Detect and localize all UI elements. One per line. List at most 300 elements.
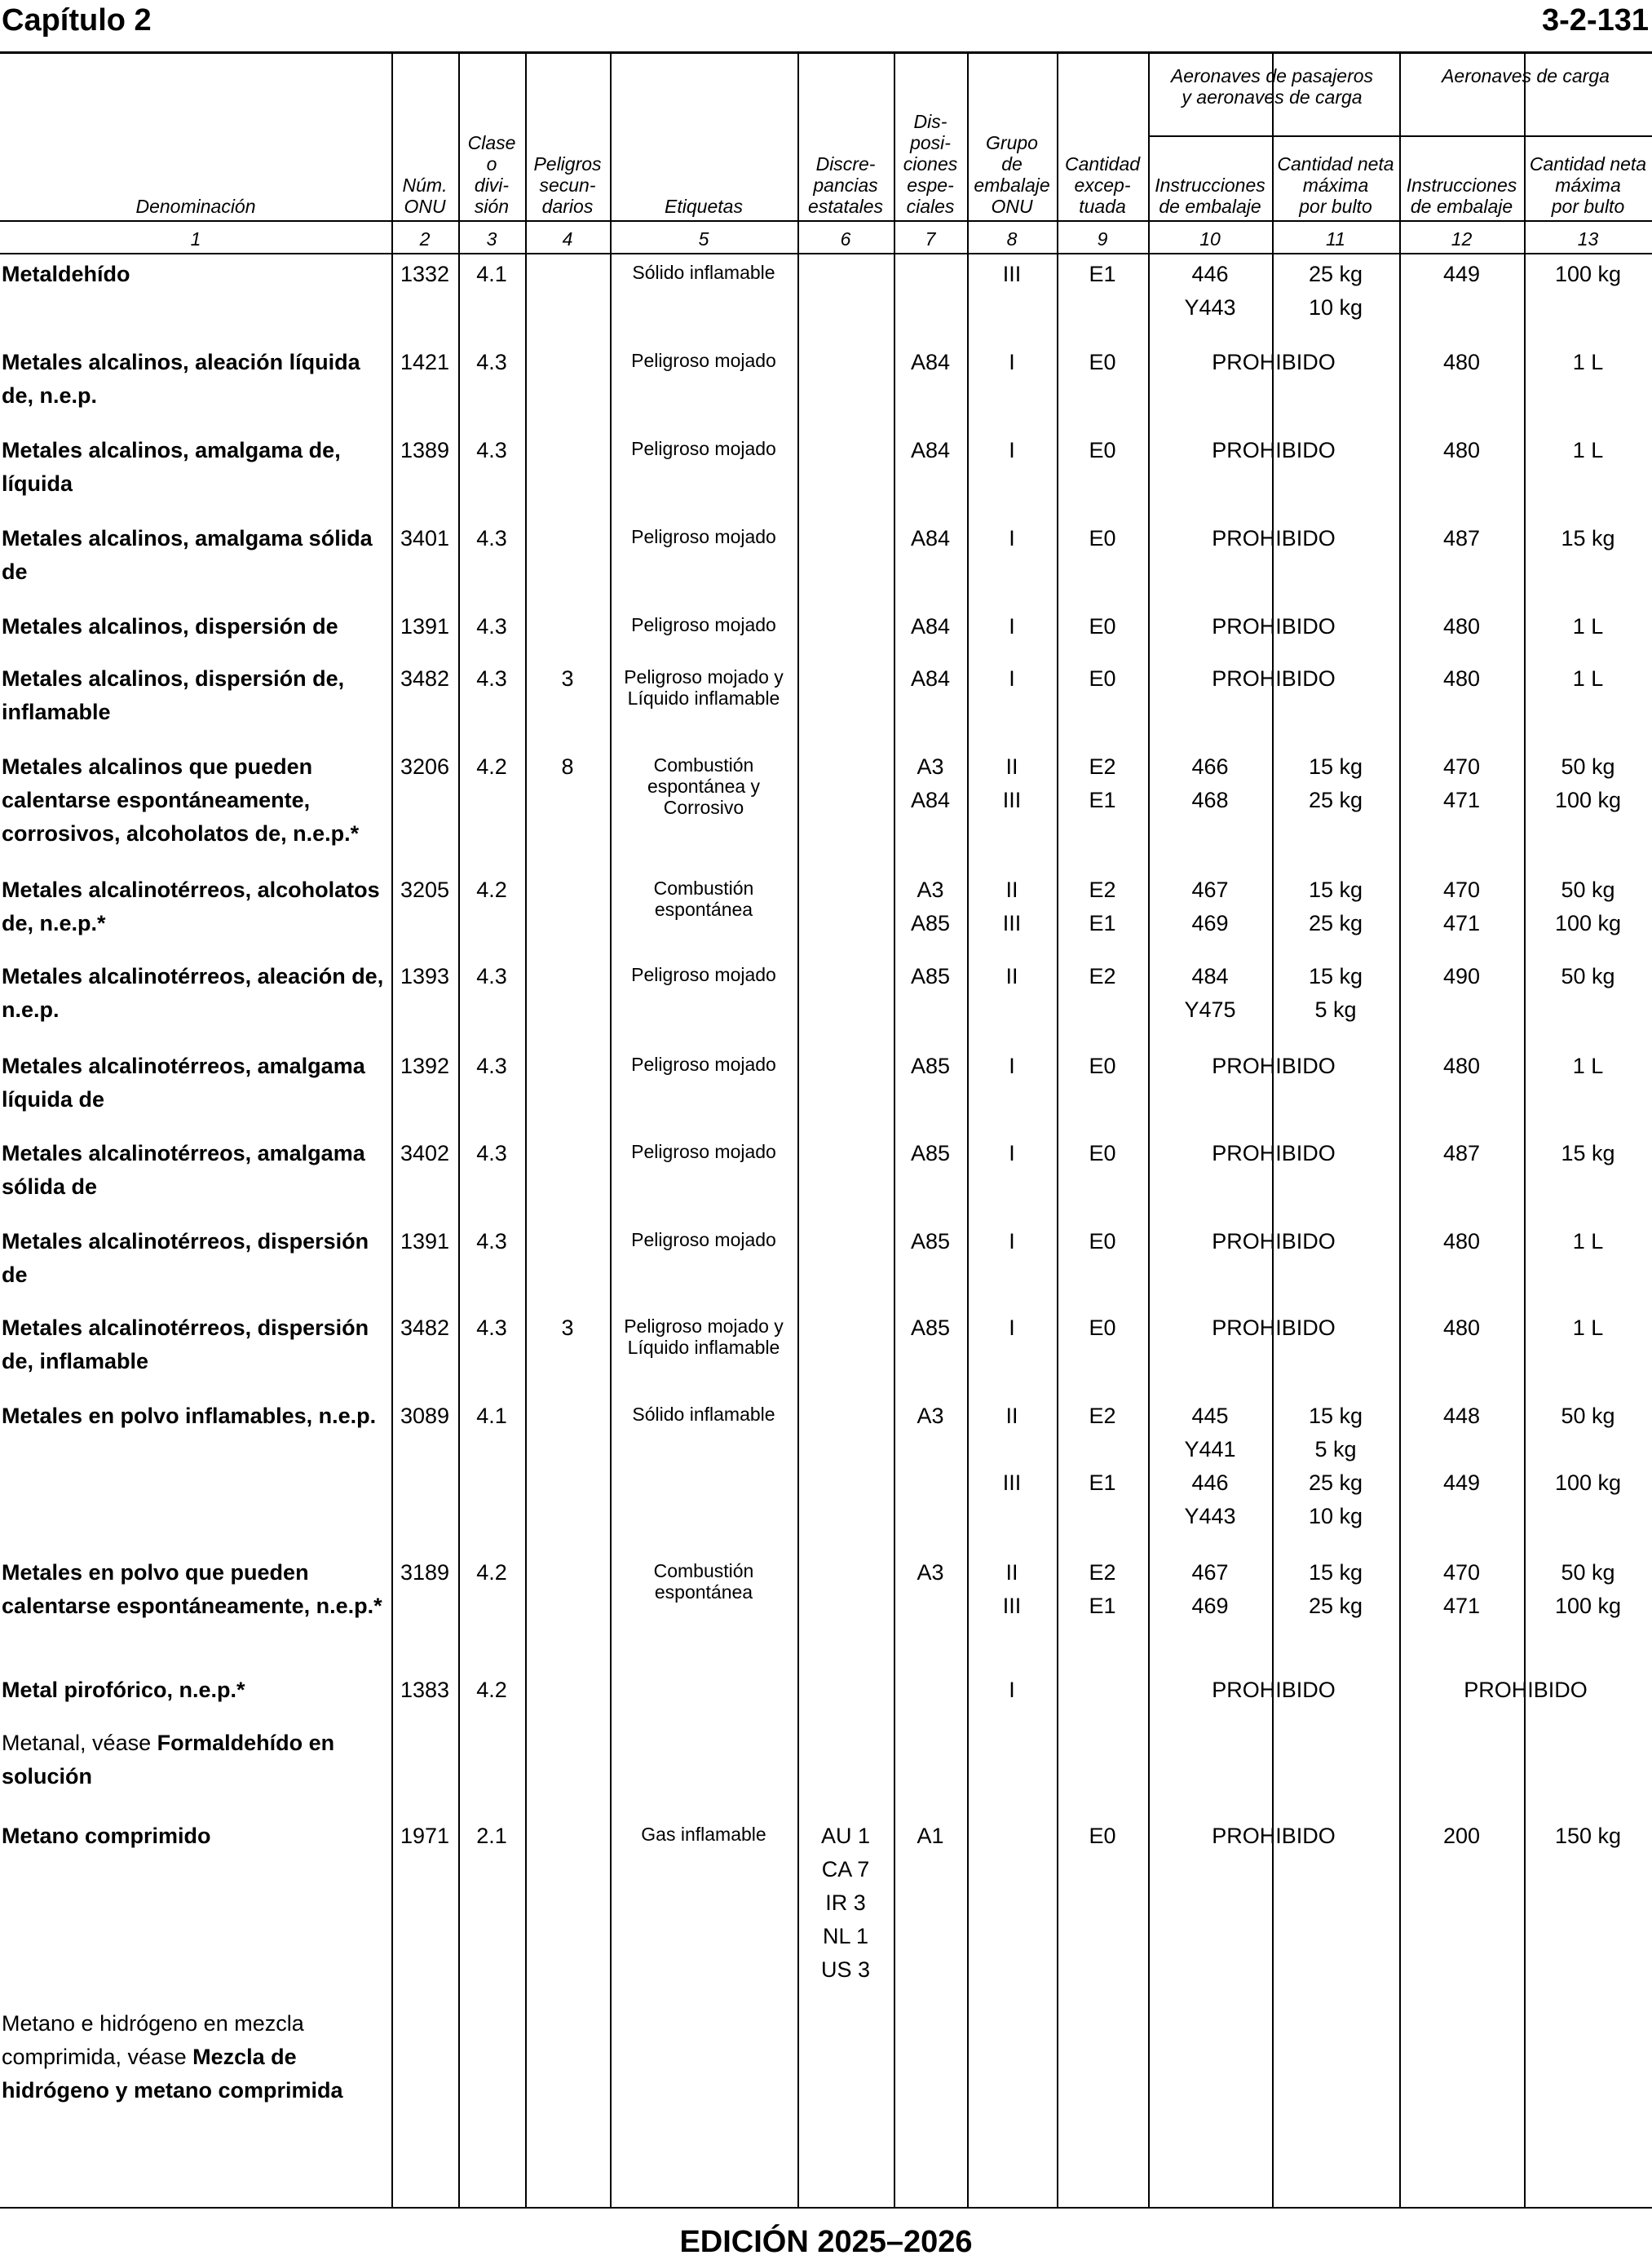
excepted-quantity: E1: [1089, 788, 1116, 812]
column-header-line: Discre-: [815, 153, 876, 175]
class-division: 4.2: [476, 1678, 507, 1702]
hazard-label: [610, 1824, 797, 1845]
packing-group: I: [1009, 614, 1015, 639]
hazard-label: [610, 438, 797, 459]
hazard-label-line: Peligroso mojado: [631, 614, 776, 635]
hazard-label: [610, 262, 797, 283]
cross-reference: [2, 1727, 386, 1793]
class-division: 4.3: [476, 666, 507, 691]
max-qty-cargo: 1 L: [1572, 1054, 1604, 1078]
class-division: 4.1: [476, 262, 507, 286]
packing-instruction-cargo: 480: [1442, 438, 1481, 462]
column-number: 4: [562, 228, 573, 250]
packing-group: III: [1002, 262, 1022, 286]
column-number: 5: [698, 228, 709, 250]
hazard-label: [610, 666, 797, 709]
max-qty-cargo: 15 kg: [1561, 1141, 1615, 1165]
max-qty-passenger: 10 kg: [1308, 295, 1363, 320]
state-variation: US 3: [820, 1957, 871, 1982]
column-header-line: Núm.: [402, 175, 448, 196]
max-qty-passenger: 15 kg: [1308, 754, 1363, 779]
cross-reference: [2, 2007, 386, 2107]
class-division: 4.3: [476, 526, 507, 551]
max-qty-passenger: 25 kg: [1308, 262, 1363, 286]
column-header-9: [1057, 82, 1148, 217]
column-number: 11: [1326, 228, 1345, 250]
packing-instruction-passenger: Y443: [1184, 295, 1236, 320]
packing-group: I: [1009, 350, 1015, 374]
group-cargo-aircraft: Aeronaves de carga: [1442, 65, 1610, 86]
packing-instruction-cargo: 480: [1442, 614, 1481, 639]
column-header-line: de: [1001, 153, 1023, 175]
max-qty-cargo: 1 L: [1572, 1229, 1604, 1254]
special-provision: A3: [917, 1404, 944, 1428]
bottom-rule: [0, 2207, 1652, 2209]
hazard-label-line: Gas inflamable: [641, 1824, 766, 1845]
edition-footer: EDICIÓN 2025–2026: [679, 2225, 973, 2259]
hazard-label: [610, 350, 797, 371]
max-qty-passenger: 15 kg: [1308, 1404, 1363, 1428]
max-qty-cargo: 50 kg: [1561, 754, 1615, 779]
prohibited-passenger: PROHIBIDO: [1212, 350, 1336, 374]
column-header-6: [797, 82, 894, 217]
excepted-quantity: E1: [1089, 911, 1116, 935]
packing-group: II: [1005, 1560, 1018, 1585]
packing-instruction-cargo: 471: [1442, 911, 1481, 935]
prohibited-passenger: PROHIBIDO: [1212, 1229, 1336, 1254]
class-division: 4.3: [476, 1141, 507, 1165]
prohibited-passenger: PROHIBIDO: [1212, 614, 1336, 639]
un-number: 1332: [400, 262, 450, 286]
entry-name: Metales alcalinos, dispersión de, inflamable: [2, 666, 345, 724]
class-division: 4.3: [476, 1229, 507, 1254]
prohibited-passenger: PROHIBIDO: [1212, 666, 1336, 691]
un-number: 3482: [400, 666, 450, 691]
column-number: 1: [190, 228, 201, 250]
prohibited-passenger: PROHIBIDO: [1212, 1824, 1336, 1848]
column-number: 10: [1199, 228, 1221, 250]
hazard-label: [610, 526, 797, 547]
max-qty-cargo: 100 kg: [1554, 262, 1622, 286]
packing-group: I: [1009, 1678, 1015, 1702]
hazard-label-line: Combustión: [653, 878, 754, 899]
packing-instruction-passenger: 469: [1191, 911, 1229, 935]
column-header-line: ONU: [991, 196, 1033, 217]
packing-instruction-cargo: 480: [1442, 1054, 1481, 1078]
packing-instruction-cargo: 480: [1442, 350, 1481, 374]
hazard-label: [610, 1560, 797, 1603]
class-division: 4.3: [476, 1054, 507, 1078]
column-header-line: estatales: [807, 196, 884, 217]
excepted-quantity: E0: [1089, 350, 1116, 374]
hazard-label: [610, 614, 797, 635]
special-provision: A3: [917, 878, 944, 902]
un-number: 3402: [400, 1141, 450, 1165]
entry-name: Metales en polvo inflamables, n.e.p.: [2, 1404, 377, 1428]
hazard-label-line: Peligroso mojado: [631, 1141, 776, 1162]
class-division: 2.1: [476, 1824, 507, 1848]
max-qty-cargo: 15 kg: [1561, 526, 1615, 551]
special-provision: A85: [910, 911, 951, 935]
column-divider: [525, 54, 527, 2207]
class-division: 4.2: [476, 878, 507, 902]
prohibited-passenger: PROHIBIDO: [1212, 526, 1336, 551]
column-header-line: secun-: [539, 175, 596, 196]
un-number: 1421: [400, 350, 450, 374]
hazard-label-line: espontánea: [654, 1581, 753, 1603]
packing-instruction-passenger: 445: [1191, 1404, 1229, 1428]
hazard-label: [610, 1229, 797, 1250]
entry-name: Metales alcalinos, aleación líquida de, n.e.p.: [2, 350, 360, 408]
special-provision: A1: [917, 1824, 944, 1848]
column-header-line: sión: [474, 196, 510, 217]
column-header-13: [1524, 82, 1652, 217]
header-divider: [0, 220, 1652, 222]
packing-instruction-cargo: 470: [1442, 1560, 1481, 1585]
entry-name: Metales en polvo que pueden calentarse espontáneamente, n.e.p.*: [2, 1560, 382, 1618]
special-provision: A85: [910, 1054, 951, 1078]
packing-instruction-cargo: 487: [1442, 1141, 1481, 1165]
packing-instruction-cargo: 470: [1442, 878, 1481, 902]
packing-instruction-passenger: 484: [1191, 964, 1229, 988]
max-qty-cargo: 1 L: [1572, 614, 1604, 639]
class-division: 4.1: [476, 1404, 507, 1428]
special-provision: A85: [910, 1141, 951, 1165]
column-header-line: o: [486, 153, 497, 175]
column-header-1: [0, 82, 391, 217]
excepted-quantity: E1: [1089, 1594, 1116, 1618]
packing-instruction-passenger: 468: [1191, 788, 1229, 812]
hazard-label-line: Líquido inflamable: [627, 1337, 780, 1358]
un-number: 1391: [400, 1229, 450, 1254]
column-header-line: ciales: [906, 196, 955, 217]
hazard-label-line: Peligroso mojado: [631, 526, 776, 547]
packing-instruction-cargo: 470: [1442, 754, 1481, 779]
excepted-quantity: E0: [1089, 526, 1116, 551]
column-header-line: espe-: [907, 175, 954, 196]
packing-group: III: [1002, 911, 1022, 935]
max-qty-cargo: 1 L: [1572, 350, 1604, 374]
excepted-quantity: E0: [1089, 1229, 1116, 1254]
column-header-line: ciones: [903, 153, 958, 175]
packing-group: III: [1002, 1594, 1022, 1618]
column-number: 12: [1451, 228, 1473, 250]
entry-name: Metaldehído: [2, 262, 130, 286]
packing-instruction-passenger: Y441: [1184, 1437, 1236, 1461]
column-number: 7: [925, 228, 936, 250]
un-number: 3205: [400, 878, 450, 902]
max-qty-cargo: 100 kg: [1554, 1594, 1622, 1618]
column-header-line: excep-: [1074, 175, 1131, 196]
column-header-4: [525, 82, 610, 217]
max-qty-passenger: 15 kg: [1308, 964, 1363, 988]
column-divider: [610, 54, 612, 2207]
packing-group: I: [1009, 1229, 1015, 1254]
state-variation: AU 1: [820, 1824, 871, 1848]
packing-group: II: [1005, 878, 1018, 902]
column-header-2: [391, 82, 458, 217]
special-provision: A84: [910, 788, 951, 812]
column-header-8: [967, 82, 1057, 217]
packing-group: I: [1009, 1316, 1015, 1340]
packing-instruction-passenger: 467: [1191, 1560, 1229, 1585]
column-header-line: Cantidad: [1064, 153, 1141, 175]
hazard-label-line: Peligroso mojado: [631, 1054, 776, 1075]
column-header-line: Peligros: [533, 153, 602, 175]
hazard-label: [610, 1141, 797, 1162]
column-header-line: por bulto: [1299, 196, 1372, 217]
entry-name: Metales alcalinotérreos, alcoholatos de, n.e.p.*: [2, 878, 380, 935]
special-provision: A85: [910, 1316, 951, 1340]
packing-instruction-cargo: 449: [1442, 262, 1481, 286]
max-qty-passenger: 15 kg: [1308, 878, 1363, 902]
excepted-quantity: E0: [1089, 1824, 1116, 1848]
chapter-title: Capítulo 2: [2, 3, 152, 38]
column-header-line: Cantidad neta: [1529, 153, 1647, 175]
packing-group: I: [1009, 1141, 1015, 1165]
prohibited-cargo: PROHIBIDO: [1464, 1678, 1588, 1702]
column-number: 2: [419, 228, 431, 250]
max-qty-cargo: 50 kg: [1561, 878, 1615, 902]
excepted-quantity: E0: [1089, 666, 1116, 691]
entry-name: Metales alcalinos, dispersión de: [2, 614, 338, 639]
excepted-quantity: E2: [1089, 1404, 1116, 1428]
packing-group: I: [1009, 1054, 1015, 1078]
hazard-label-line: Peligroso mojado: [631, 964, 776, 985]
un-number: 1971: [400, 1824, 450, 1848]
class-division: 4.3: [476, 964, 507, 988]
special-provision: A3: [917, 754, 944, 779]
packing-instruction-cargo: 490: [1442, 964, 1481, 988]
column-header-line: darios: [541, 196, 594, 217]
entry-name: Metales alcalinotérreos, dispersión de: [2, 1229, 369, 1287]
max-qty-cargo: 1 L: [1572, 438, 1604, 462]
column-header-line: máxima: [1555, 175, 1621, 196]
special-provision: A84: [910, 350, 951, 374]
column-header-line: Etiquetas: [665, 196, 743, 217]
column-header-line: máxima: [1302, 175, 1369, 196]
max-qty-cargo: 150 kg: [1554, 1824, 1622, 1848]
un-number: 3482: [400, 1316, 450, 1340]
column-header-7: [894, 82, 967, 217]
hazard-label: [610, 964, 797, 985]
subsidiary-hazard: 3: [561, 666, 574, 691]
excepted-quantity: E0: [1089, 1054, 1116, 1078]
column-header-line: embalaje: [974, 175, 1050, 196]
column-header-line: divi-: [474, 175, 510, 196]
un-number: 1383: [400, 1678, 450, 1702]
column-header-10: [1148, 82, 1272, 217]
group-passenger-aircraft: Aeronaves de pasajeros y aeronaves de carga: [1170, 65, 1374, 108]
column-header-line: Cantidad neta: [1277, 153, 1394, 175]
prohibited-passenger: PROHIBIDO: [1212, 1141, 1336, 1165]
subsidiary-hazard: 8: [561, 754, 574, 779]
max-qty-passenger: 10 kg: [1308, 1504, 1363, 1528]
entry-name: Metales alcalinotérreos, amalgama líquida de: [2, 1054, 365, 1112]
special-provision: A84: [910, 526, 951, 551]
hazard-label-line: Peligroso mojado y: [624, 666, 784, 688]
max-qty-cargo: 50 kg: [1561, 1404, 1615, 1428]
header-divider: [0, 253, 1652, 254]
excepted-quantity: E1: [1089, 262, 1116, 286]
max-qty-passenger: 15 kg: [1308, 1560, 1363, 1585]
special-provision: A85: [910, 964, 951, 988]
excepted-quantity: E0: [1089, 1141, 1116, 1165]
entry-name: Metano comprimido: [2, 1824, 211, 1848]
packing-group: III: [1002, 788, 1022, 812]
prohibited-passenger: PROHIBIDO: [1212, 1678, 1336, 1702]
packing-instruction-passenger: 446: [1191, 262, 1229, 286]
hazard-label-line: Combustión: [653, 1560, 754, 1581]
class-division: 4.2: [476, 754, 507, 779]
packing-instruction-cargo: 480: [1442, 1316, 1481, 1340]
special-provision: A84: [910, 666, 951, 691]
packing-instruction-passenger: 466: [1191, 754, 1229, 779]
packing-instruction-cargo: 448: [1442, 1404, 1481, 1428]
prohibited-passenger: PROHIBIDO: [1212, 1316, 1336, 1340]
column-header-11: [1272, 82, 1399, 217]
class-division: 4.3: [476, 1316, 507, 1340]
excepted-quantity: E0: [1089, 1316, 1116, 1340]
packing-group: II: [1005, 964, 1018, 988]
hazard-label-line: Peligroso mojado: [631, 350, 776, 371]
excepted-quantity: E2: [1089, 878, 1116, 902]
hazard-label: [610, 1404, 797, 1425]
class-division: 4.3: [476, 350, 507, 374]
packing-group: III: [1002, 1470, 1022, 1495]
page-header: [0, 0, 1652, 51]
un-number: 3206: [400, 754, 450, 779]
packing-instruction-cargo: 471: [1442, 788, 1481, 812]
excepted-quantity: E2: [1089, 964, 1116, 988]
packing-instruction-cargo: 200: [1442, 1824, 1481, 1848]
packing-group: II: [1005, 1404, 1018, 1428]
un-number: 1393: [400, 964, 450, 988]
column-header-line: tuada: [1079, 196, 1126, 217]
hazard-label-line: Peligroso mojado: [631, 1229, 776, 1250]
column-header-line: Instrucciones: [1155, 175, 1266, 196]
column-header-line: Instrucciones: [1406, 175, 1517, 196]
column-header-line: de embalaje: [1159, 196, 1261, 217]
hazard-label: [610, 878, 797, 920]
entry-name: Metales alcalinotérreos, aleación de, n.e.p.: [2, 964, 384, 1022]
packing-instruction-cargo: 449: [1442, 1470, 1481, 1495]
entry-name: Metales alcalinotérreos, amalgama sólida de: [2, 1141, 365, 1199]
max-qty-cargo: 100 kg: [1554, 1470, 1622, 1495]
column-number: 6: [840, 228, 851, 250]
excepted-quantity: E1: [1089, 1470, 1116, 1495]
packing-instruction-passenger: Y443: [1184, 1504, 1236, 1528]
prohibited-passenger: PROHIBIDO: [1212, 438, 1336, 462]
hazard-label-line: Líquido inflamable: [627, 688, 780, 709]
column-header-12: [1399, 82, 1524, 217]
subsidiary-hazard: 3: [561, 1316, 574, 1340]
state-variation: CA 7: [821, 1857, 870, 1882]
special-provision: A85: [910, 1229, 951, 1254]
page-number: 3-2-131: [1542, 3, 1649, 38]
column-header-line: Grupo: [986, 132, 1038, 153]
max-qty-passenger: 5 kg: [1314, 1437, 1357, 1461]
excepted-quantity: E2: [1089, 754, 1116, 779]
un-number: 1392: [400, 1054, 450, 1078]
state-variation: NL 1: [822, 1924, 869, 1948]
max-qty-passenger: 25 kg: [1308, 911, 1363, 935]
max-qty-cargo: 50 kg: [1561, 1560, 1615, 1585]
cross-reference-text: Metanal, véase: [2, 1731, 157, 1755]
column-number: 3: [486, 228, 497, 250]
packing-instruction-cargo: 480: [1442, 1229, 1481, 1254]
hazard-label-line: Peligroso mojado y: [624, 1316, 784, 1337]
packing-instruction-cargo: 480: [1442, 666, 1481, 691]
packing-instruction-cargo: 487: [1442, 526, 1481, 551]
column-header-line: por bulto: [1551, 196, 1625, 217]
hazard-label-line: Combustión: [653, 754, 754, 776]
hazard-label-line: Corrosivo: [663, 797, 744, 818]
packing-group: I: [1009, 666, 1015, 691]
packing-instruction-passenger: 446: [1191, 1470, 1229, 1495]
cross-reference-target: Formaldehído en solución: [2, 1731, 335, 1789]
column-header-line: ONU: [404, 196, 446, 217]
state-variation: IR 3: [825, 1890, 866, 1915]
entry-name: Metales alcalinos, amalgama sólida de: [2, 526, 373, 584]
excepted-quantity: E0: [1089, 614, 1116, 639]
max-qty-cargo: 100 kg: [1554, 911, 1622, 935]
max-qty-cargo: 100 kg: [1554, 788, 1622, 812]
un-number: 1391: [400, 614, 450, 639]
entry-name: Metales alcalinos que pueden calentarse espontáneamente, corrosivos, alcoholatos de, n.e.p.*: [2, 754, 360, 846]
packing-group: I: [1009, 438, 1015, 462]
entry-name: Metales alcalinos, amalgama de, líquida: [2, 438, 341, 496]
class-division: 4.3: [476, 614, 507, 639]
cross-reference-target: Mezcla de hidrógeno y metano comprimida: [2, 2045, 343, 2103]
packing-instruction-passenger: 467: [1191, 878, 1229, 902]
special-provision: A84: [910, 614, 951, 639]
max-qty-cargo: 1 L: [1572, 1316, 1604, 1340]
special-provision: A84: [910, 438, 951, 462]
max-qty-passenger: 25 kg: [1308, 1470, 1363, 1495]
hazard-label-line: Sólido inflamable: [632, 1404, 775, 1425]
hazard-label-line: Peligroso mojado: [631, 438, 776, 459]
class-division: 4.2: [476, 1560, 507, 1585]
packing-group: I: [1009, 526, 1015, 551]
un-number: 1389: [400, 438, 450, 462]
packing-instruction-passenger: 469: [1191, 1594, 1229, 1618]
column-number: 8: [1006, 228, 1018, 250]
entry-name: Metales alcalinotérreos, dispersión de, inflamable: [2, 1316, 369, 1373]
entry-name: Metal pirofórico, n.e.p.*: [2, 1678, 245, 1702]
column-number: 9: [1097, 228, 1108, 250]
special-provision: A3: [917, 1560, 944, 1585]
un-number: 3401: [400, 526, 450, 551]
top-rule: [0, 51, 1652, 54]
hazard-label: [610, 1316, 797, 1358]
cross-reference-text: Metano e hidrógeno en mezcla comprimida, véase: [2, 2011, 304, 2069]
max-qty-cargo: 1 L: [1572, 666, 1604, 691]
column-header-5: [610, 82, 797, 217]
hazard-label: [610, 754, 797, 818]
packing-instruction-cargo: 471: [1442, 1594, 1481, 1618]
un-number: 3189: [400, 1560, 450, 1585]
hazard-label: [610, 1054, 797, 1075]
packing-group: II: [1005, 754, 1018, 779]
column-header-line: Dis-: [913, 111, 947, 132]
max-qty-passenger: 25 kg: [1308, 1594, 1363, 1618]
column-header-line: de embalaje: [1410, 196, 1513, 217]
un-number: 3089: [400, 1404, 450, 1428]
excepted-quantity: E0: [1089, 438, 1116, 462]
column-header-line: pancias: [813, 175, 878, 196]
column-header-line: Clase: [467, 132, 516, 153]
